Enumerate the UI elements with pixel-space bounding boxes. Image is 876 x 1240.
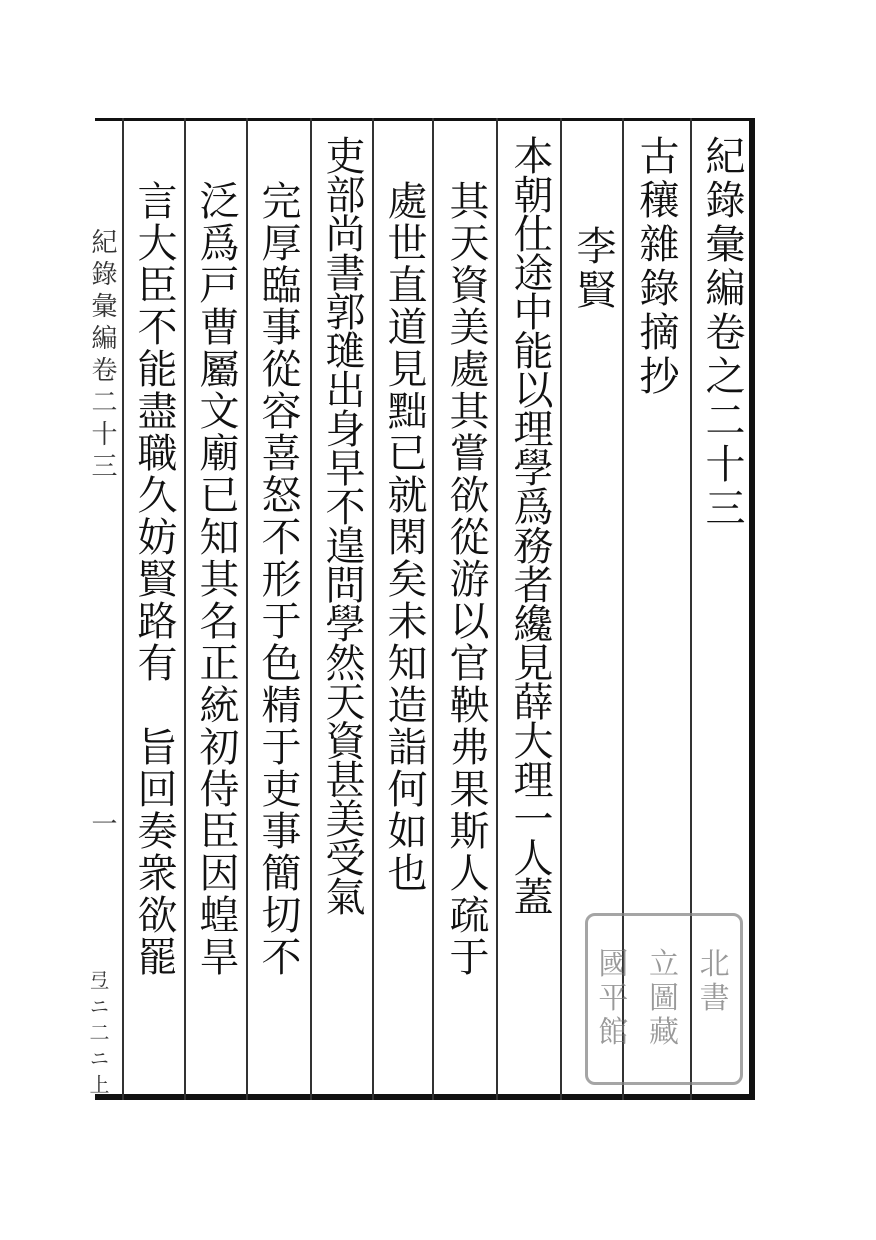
column-rule	[560, 118, 562, 1100]
margin-leaf-number: 弖ニ二ニ上	[86, 970, 110, 1100]
column-rule	[432, 118, 434, 1100]
column-rule	[246, 118, 248, 1100]
column-rule	[184, 118, 186, 1100]
library-seal: 國 立 北 平 圖 書 館 藏	[585, 913, 743, 1085]
section-title: 古穰雜錄摘抄	[633, 135, 679, 399]
volume-title: 紀錄彙編卷之二十三	[699, 135, 745, 531]
margin-title: 紀錄彙編卷二十三	[87, 228, 117, 484]
text-column: 其天資美處其嘗欲從游以官鞅弗果斯人疏于	[443, 180, 489, 978]
text-column: 吏部尚書郭璡出身早不遑問學然天資甚美受氣	[319, 135, 365, 915]
column-rule	[122, 118, 124, 1100]
text-column: 處世直道見黜已就閑矣未知造詣何如也	[381, 180, 427, 894]
margin-page-mark: 一	[87, 810, 117, 842]
text-column: 完厚臨事從容喜怒不形于色精于吏事簡切不	[255, 180, 301, 978]
column-rule	[496, 118, 498, 1100]
author-name: 李賢	[570, 225, 616, 313]
text-column: 本朝仕途中能以理學爲務者纔見薛大理一人蓋	[507, 135, 553, 915]
text-column: 泛爲戸曹屬文廟已知其名正統初侍臣因蝗旱	[193, 180, 239, 978]
text-column: 言大臣不能盡職久妨賢路有 旨回奏衆欲罷	[131, 180, 177, 978]
column-rule	[310, 118, 312, 1100]
column-rule	[372, 118, 374, 1100]
